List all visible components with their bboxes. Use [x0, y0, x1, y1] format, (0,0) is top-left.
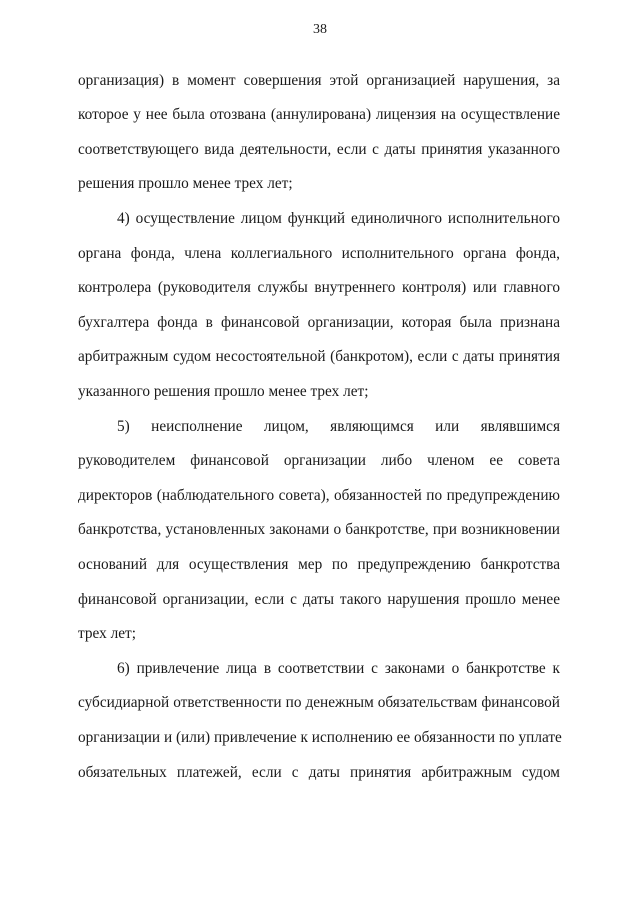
text-line: субсидиарной ответственности по денежным обязательствам финансовой [78, 694, 560, 711]
text-line: обязательных платежей, если с даты принятия арбитражным судом [78, 764, 560, 781]
text-line: решения прошло менее трех лет; [78, 175, 293, 192]
text-line: органа фонда, члена коллегиального исполнительного органа фонда, [78, 245, 560, 262]
text-line: 6) привлечение лица в соответствии с законами о банкротстве к [117, 660, 560, 677]
text-line: арбитражным судом несостоятельной (банкротом), если с даты принятия [78, 348, 560, 365]
text-line: соответствующего вида деятельности, если с даты принятия указанного [78, 141, 560, 158]
text-line: руководителем финансовой организации либо членом ее совета [78, 452, 560, 469]
text-line: которое у нее была отозвана (аннулирована) лицензия на осуществление [78, 106, 560, 123]
text-line: организация) в момент совершения этой организацией нарушения, за [78, 72, 560, 89]
text-line: контролера (руководителя службы внутреннего контроля) или главного [78, 279, 560, 296]
text-line: банкротства, установленных законами о банкротстве, при возникновении [78, 521, 560, 538]
text-line: бухгалтера фонда в финансовой организации, которая была признана [78, 314, 560, 331]
text-line: организации и (или) привлечение к исполнению ее обязанности по уплате [78, 729, 562, 746]
text-line: оснований для осуществления мер по предупреждению банкротства [78, 556, 560, 573]
text-line: 4) осуществление лицом функций единоличного исполнительного [117, 210, 560, 227]
text-line: 5) неисполнение лицом, являющимся или являвшимся [117, 418, 560, 435]
text-line: директоров (наблюдательного совета), обязанностей по предупреждению [78, 487, 560, 504]
text-line: указанного решения прошло менее трех лет; [78, 383, 369, 400]
text-line: финансовой организации, если с даты такого нарушения прошло менее [78, 591, 560, 608]
page-number: 38 [313, 22, 327, 37]
text-line: трех лет; [78, 625, 136, 642]
